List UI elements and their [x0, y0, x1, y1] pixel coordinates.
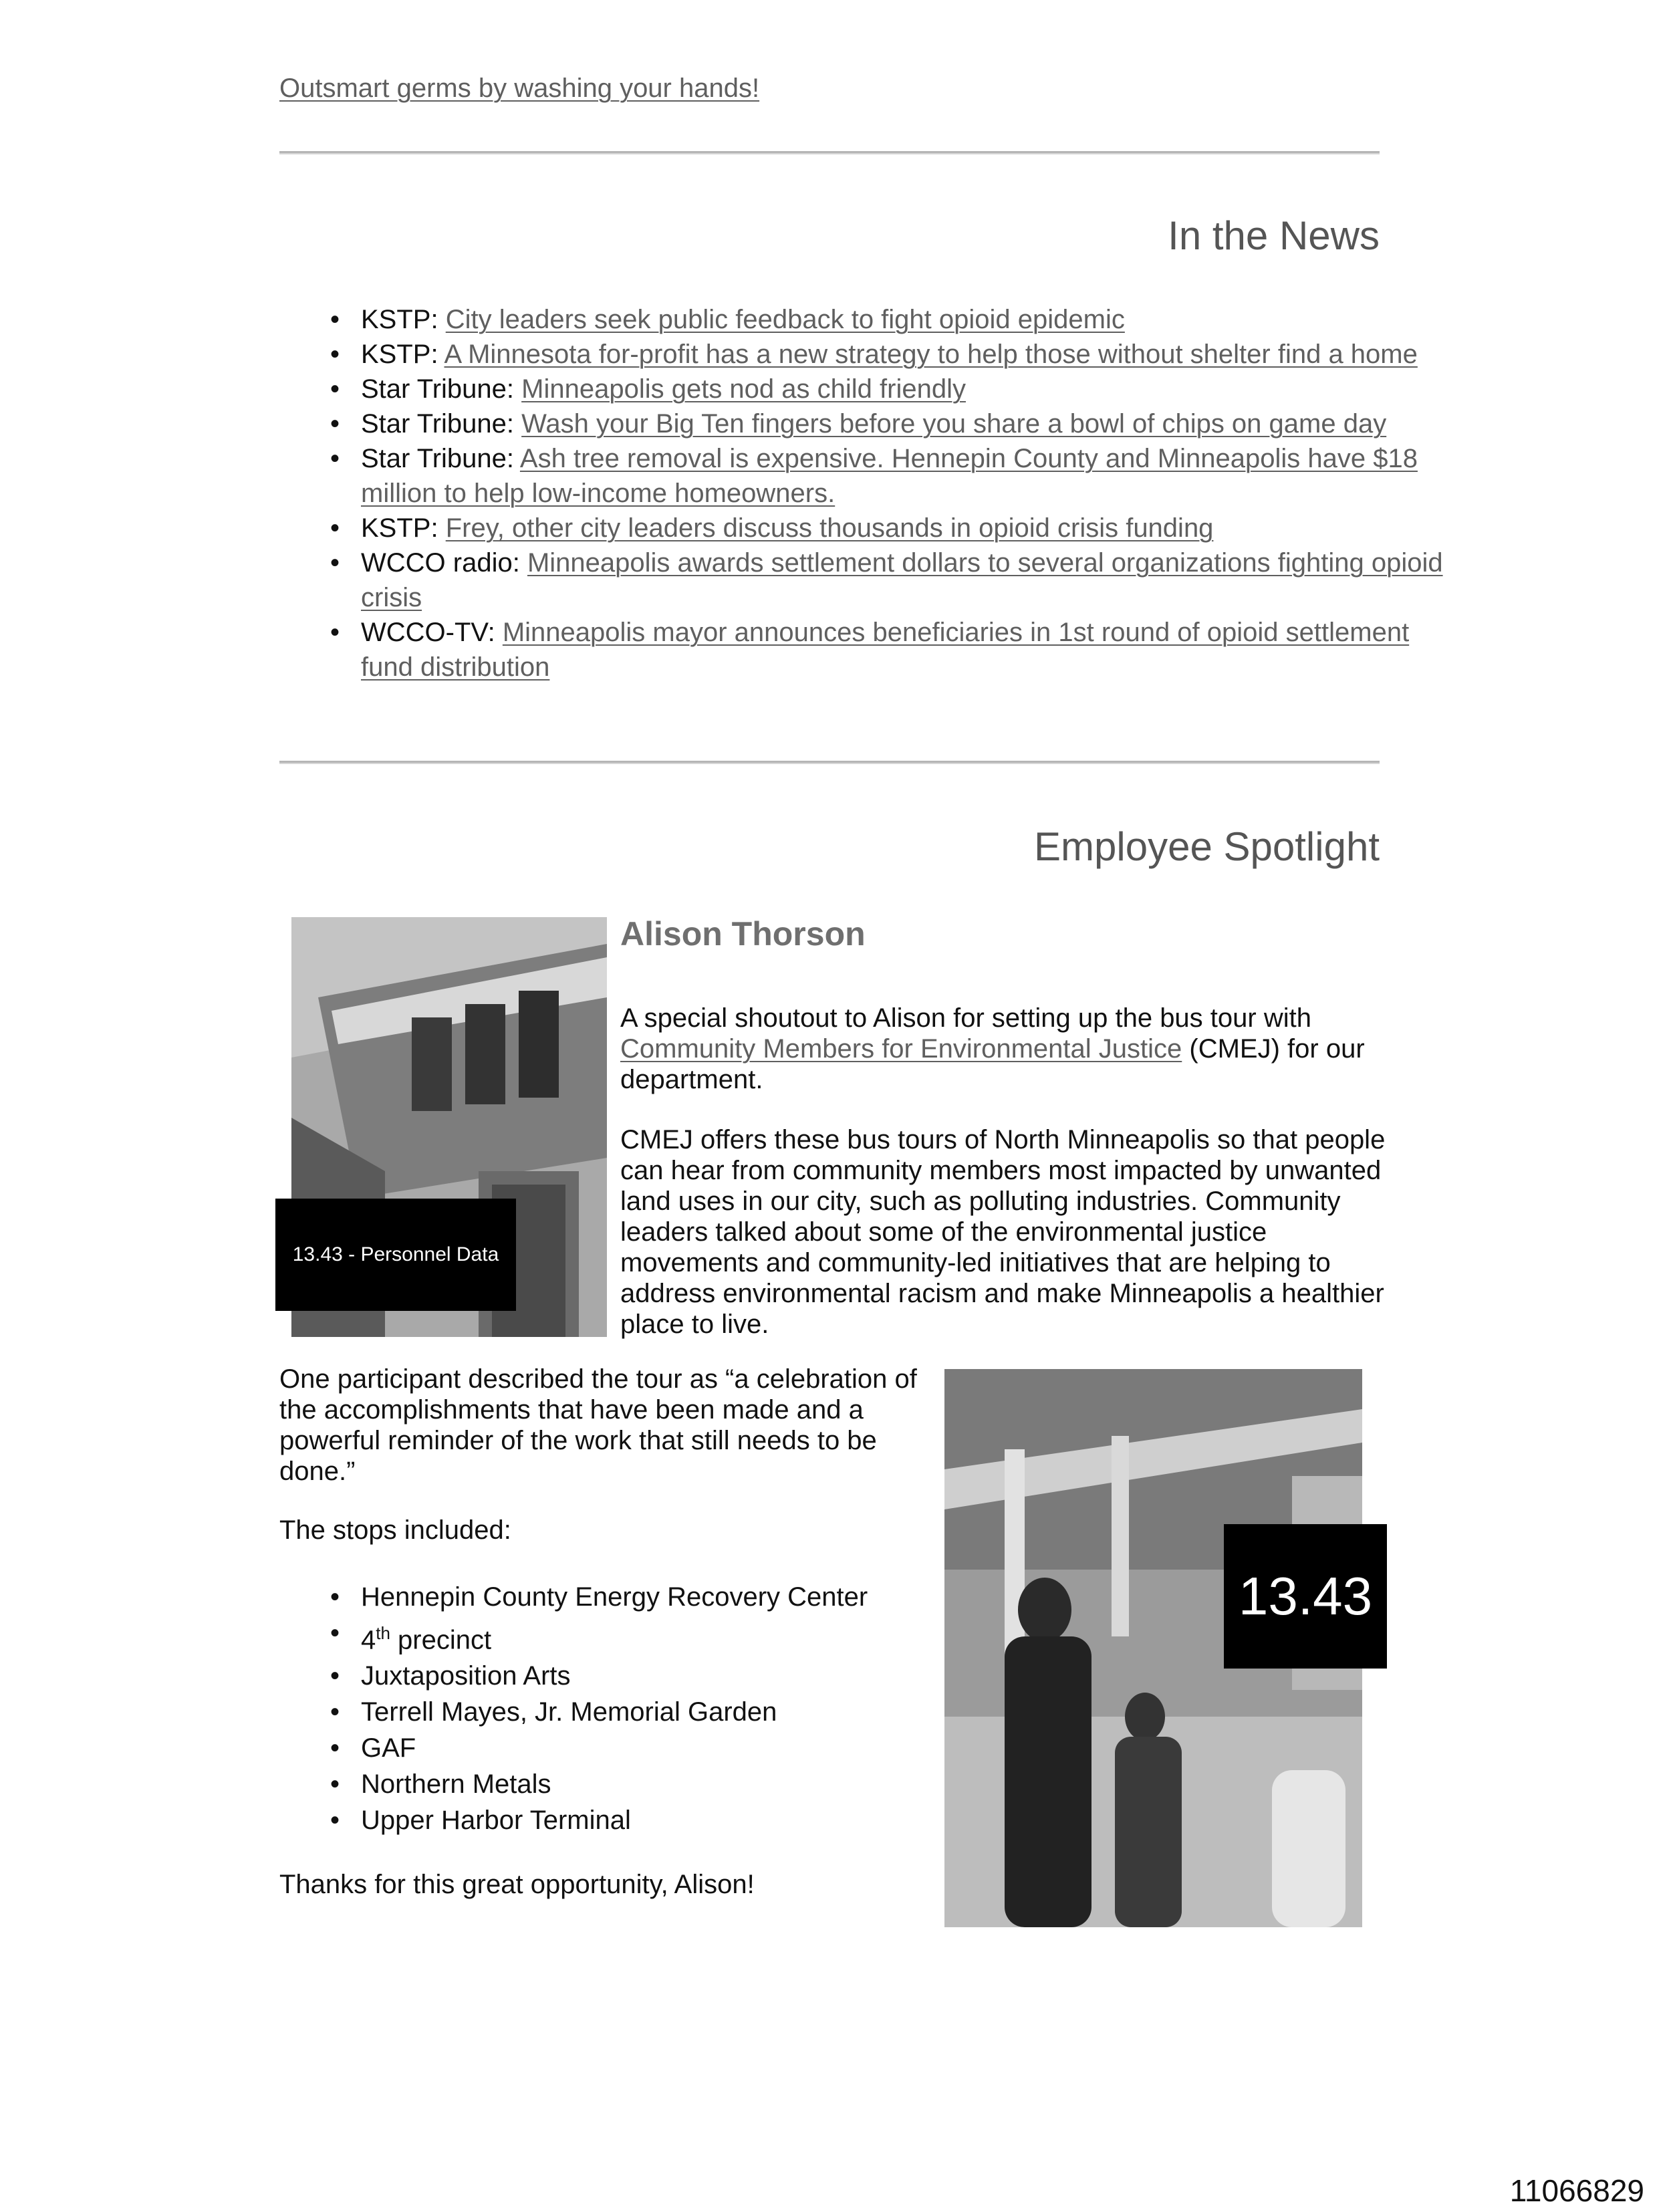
handwashing-link[interactable]: Outsmart germs by washing your hands!	[279, 74, 760, 103]
divider	[279, 151, 1380, 154]
divider	[279, 761, 1380, 764]
news-link[interactable]: Wash your Big Ten fingers before you share a bowl of chips on game day	[521, 409, 1387, 439]
list-item: • Juxtaposition Arts	[361, 1658, 868, 1694]
list-item: • Terrell Mayes, Jr. Memorial Garden	[361, 1694, 868, 1730]
news-section-title: In the News	[1168, 213, 1380, 258]
list-item: • Northern Metals	[361, 1766, 868, 1802]
news-list	[279, 302, 1457, 685]
employee-name: Alison Thorson	[620, 915, 866, 953]
stops-list	[279, 1579, 868, 1838]
spotlight-section-title: Employee Spotlight	[1034, 824, 1380, 869]
news-link[interactable]: Ash tree removal is expensive. Hennepin County and Minneapolis have $18 million to help low-income homeowners.	[361, 444, 1418, 508]
news-link[interactable]: Minneapolis gets nod as child friendly	[521, 374, 966, 404]
news-item: • KSTP: A Minnesota for-profit has a new strategy to help those without shelter find a home	[361, 337, 1457, 372]
news-item: • WCCO radio: Minneapolis awards settlement dollars to several organizations fighting opioid crisis	[361, 545, 1457, 615]
closing-line: Thanks for this great opportunity, Alison!	[279, 1870, 755, 1899]
news-item: • KSTP: City leaders seek public feedback to fight opioid epidemic	[361, 302, 1457, 337]
list-item: • Upper Harbor Terminal	[361, 1802, 868, 1838]
list-item: • Hennepin County Energy Recovery Center	[361, 1579, 868, 1615]
redaction-box: 13.43 - Personnel Data	[275, 1199, 516, 1311]
cmej-link[interactable]: Community Members for Environmental Justice	[620, 1034, 1182, 1064]
news-link[interactable]: Minneapolis mayor announces beneficiaries in 1st round of opioid settlement fund distribution	[361, 618, 1410, 682]
news-link[interactable]: Minneapolis awards settlement dollars to several organizations fighting opioid crisis	[361, 548, 1443, 612]
news-item: • KSTP: Frey, other city leaders discuss thousands in opioid crisis funding	[361, 511, 1457, 545]
news-link[interactable]: City leaders seek public feedback to fight opioid epidemic	[445, 305, 1125, 334]
redaction-box: 13.43	[1224, 1524, 1387, 1669]
news-link[interactable]: Frey, other city leaders discuss thousands in opioid crisis funding	[445, 513, 1214, 543]
list-item: • 4th precinct	[361, 1615, 868, 1658]
quote-paragraph: One participant described the tour as “a celebration of the accomplishments that have been made and a powerful reminder of the work that still needs to be done.”	[279, 1364, 917, 1486]
list-item: • GAF	[361, 1730, 868, 1766]
news-item: • Star Tribune: Wash your Big Ten fingers before you share a bowl of chips on game day	[361, 406, 1457, 441]
document-number: 11066829	[1509, 2173, 1644, 2208]
news-item: • Star Tribune: Minneapolis gets nod as child friendly	[361, 372, 1457, 406]
cmej-paragraph: CMEJ offers these bus tours of North Minneapolis so that people can hear from community members most impacted by unwanted land uses in our city, such as polluting industries. Community leaders talked about some of the environmental justice movements and community-led initiatives that are helping to address environmental racism and make Minneapolis a healthier place to live.	[620, 1125, 1386, 1339]
news-link[interactable]: A Minnesota for-profit has a new strategy to help those without shelter find a home	[444, 340, 1418, 369]
news-item: • Star Tribune: Ash tree removal is expensive. Hennepin County and Minneapolis have $18 million to help low-income homeowners.	[361, 441, 1457, 511]
intro-paragraph: A special shoutout to Alison for setting up the bus tour with Community Members for Environmental Justice (CMEJ) for our department.	[620, 1003, 1365, 1094]
stops-intro: The stops included:	[279, 1515, 511, 1545]
news-item: • WCCO-TV: Minneapolis mayor announces beneficiaries in 1st round of opioid settlement fund distribution	[361, 615, 1457, 685]
